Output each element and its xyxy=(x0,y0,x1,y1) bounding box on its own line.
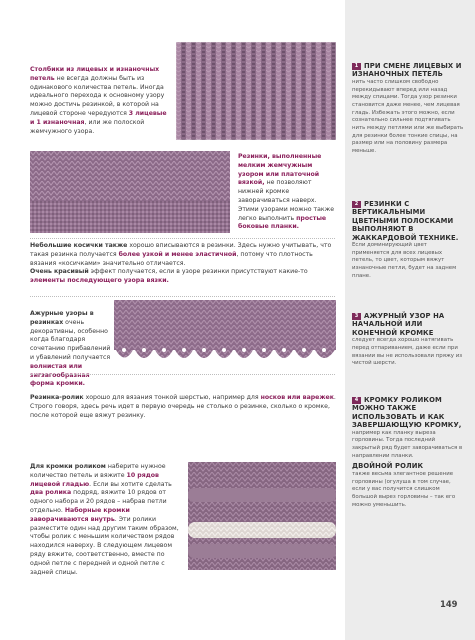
seed-stitch-swatch-photo xyxy=(30,151,230,233)
text-seed-rib: не позволяют нижней кромке заворачиваться наверх. Этими узорами можно также легко выполнить xyxy=(238,179,335,222)
tip-4-subtitle: ДВОЙНОЙ РОЛИК xyxy=(352,462,424,471)
section-roll-rib xyxy=(30,394,336,420)
term-wavy-edge: волнистая или зигзагообразная форма кромки. xyxy=(30,362,90,388)
text-rib-columns-2: , или же полоской жемчужного узора. xyxy=(30,118,145,135)
tip-1-heading xyxy=(352,62,464,79)
term-seed-rib: Резинки, выполненные мелким жемчужным узором или платочной вязкой, xyxy=(238,153,322,187)
term-3x1-rib: 3 лицевые и 1 изнаночная xyxy=(30,109,167,126)
text-cables-1: хорошо вписываются в резинки. Здесь нужно учитывать, что такая резинка получается xyxy=(30,242,332,258)
term-roll-inward: Наборные кромки заворачиваются внутрь xyxy=(30,506,130,523)
ribbing-swatch-photo-1 xyxy=(176,42,336,140)
term-cables: Небольшие косички также xyxy=(30,242,128,249)
tip-1-number: 1 xyxy=(352,63,361,70)
tip-3-body: следует всегда хорошо натягивать перед отпариванием, даже если при вязании вы не использовали пряжу из чистой шерсти. xyxy=(352,337,463,367)
tip-4-heading xyxy=(352,396,464,430)
section-seed-rib xyxy=(238,153,336,232)
text-howto-2: . Если вы хотите сделать xyxy=(89,480,172,488)
term-rib-columns: Столбики из лицевых и изнаночных петель xyxy=(30,66,160,82)
tip-1-title: ПРИ СМЕНЕ ЛИЦЕВЫХ И ИЗНАНОЧНЫХ ПЕТЕЛЬ xyxy=(352,62,462,79)
tip-4 xyxy=(352,396,464,509)
term-narrow-rib: более узкой и менее эластичной xyxy=(118,250,237,258)
divider-2 xyxy=(30,296,335,297)
term-side-bands: простые боковые планки. xyxy=(238,214,327,231)
text-howto-3: подряд, вяжите 10 рядов от одного набора и 20 рядов – набрав петли отдельно. xyxy=(30,489,167,514)
term-roll-edge: Для кромки роликом xyxy=(30,463,106,470)
tip-4-body: например как планку выреза горловины. Тогда последний закрытый ряд будет заворачиваться в направлении планки. xyxy=(352,429,463,459)
page-number: 149 xyxy=(440,599,458,609)
tip-1 xyxy=(352,62,464,156)
tip-1-body: нить часто слишком свободно перекидывают вперед или назад между спицами. Тогда узор резинки становится даже менее, чем лицевая гладь. Избежать этого можно, если сознательно сильнее подтягивать нить между петлями или же выбирать для резинки более тонкие спицы, на размер или на половину размера меньше. xyxy=(352,78,464,155)
cable-ribbing-swatch-photo xyxy=(344,215,345,216)
text-cables-2: , потому что плотность вязания «косичками» значительно отличается. xyxy=(30,250,313,267)
section-rib-columns xyxy=(30,66,172,136)
text-rib-columns-1: не всегда должны быть из одинакового количества петель. Иногда идеального перехода к основному узору можно достичь резинкой, в которой на лицевой стороне чередуются xyxy=(30,74,165,117)
tip-2-body: Если доминирующий цвет применяется для всех лицевых петель, то цвет, которым вяжут изнаночные петли, будет на заднем плане. xyxy=(352,242,457,279)
roll-edge-swatch-photo xyxy=(188,462,336,570)
term-lace-rib: Ажурные узоры в резинках xyxy=(30,310,94,326)
lace-edge-swatch-photo xyxy=(114,300,336,370)
divider-1 xyxy=(30,238,335,239)
tip-3 xyxy=(352,312,464,368)
section-cable-rib xyxy=(30,242,336,286)
text-lace-rib: очень декоративны, особенно когда благодаря сочетанию прибавлений и убавлений получается xyxy=(30,318,111,361)
term-10-rows: 10 рядов лицевой гладью xyxy=(30,471,159,488)
tip-2 xyxy=(352,200,464,281)
tip-2-title: РЕЗИНКИ С ВЕРТИКАЛЬНЫМИ ЦВЕТНЫМИ ПОЛОСКАМИ ВЫПОЛНЯЮТ В ЖАККАРДОВОЙ ТЕХНИКЕ. xyxy=(352,200,459,242)
term-socks-mittens: носков или варежек xyxy=(260,394,334,401)
text-roll-rib-1: хорошо для вязания тонкой шерстью, например для xyxy=(83,394,261,401)
tip-2-number: 2 xyxy=(352,201,361,208)
tip-3-title: АЖУРНЫЙ УЗОР НА НАЧАЛЬНОЙ ИЛИ КОНЕЧНОЙ КРОМКЕ xyxy=(352,312,445,337)
term-beautiful: Очень красивый xyxy=(30,268,89,276)
term-two-rolls: два ролика xyxy=(30,489,72,497)
text-howto-4: . Эти ролики разместите один над другим таким образом, чтобы ролик с меньшим количеством рядов находился наверху. В следующем лицевом ряду вяжите, соответственно, вместе по одной петле с передней и одной петле с задней спицы. xyxy=(30,515,179,576)
text-cables-3: эффект получается, если в узоре резинки присутствуют какие-то xyxy=(88,268,308,276)
tip-4-body-2: также весьма элегантное решение горловины (огулуша в том случае, если у вас получится слишком большой вырез горловины – так его можно уменьшить. xyxy=(352,470,456,508)
term-roll-rib: Резинка-ролик xyxy=(30,394,84,401)
tip-4-title: КРОМКУ РОЛИКОМ МОЖНО ТАКЖЕ ИСПОЛЬЗОВАТЬ И КАК ЗАВЕРШАЮЩУЮ КРОМКУ, xyxy=(352,396,462,430)
tip-3-heading xyxy=(352,312,464,337)
section-roll-edge-howto xyxy=(30,463,182,577)
divider-3 xyxy=(30,374,335,375)
tip-2-heading xyxy=(352,200,464,242)
tip-4-number: 4 xyxy=(352,397,361,404)
text-howto-1: наберите нужное количество петель и вяжите xyxy=(30,463,166,479)
tip-3-number: 3 xyxy=(352,313,361,320)
text-roll-rib-2: . Строго говоря, здесь речь идет в первую очередь не столько о резинке, сколько о кромке, после которой еще вяжут резинку. xyxy=(30,394,336,419)
term-next-pattern: элементы последующего узора вязки. xyxy=(30,277,169,285)
section-lace-rib xyxy=(30,310,112,389)
